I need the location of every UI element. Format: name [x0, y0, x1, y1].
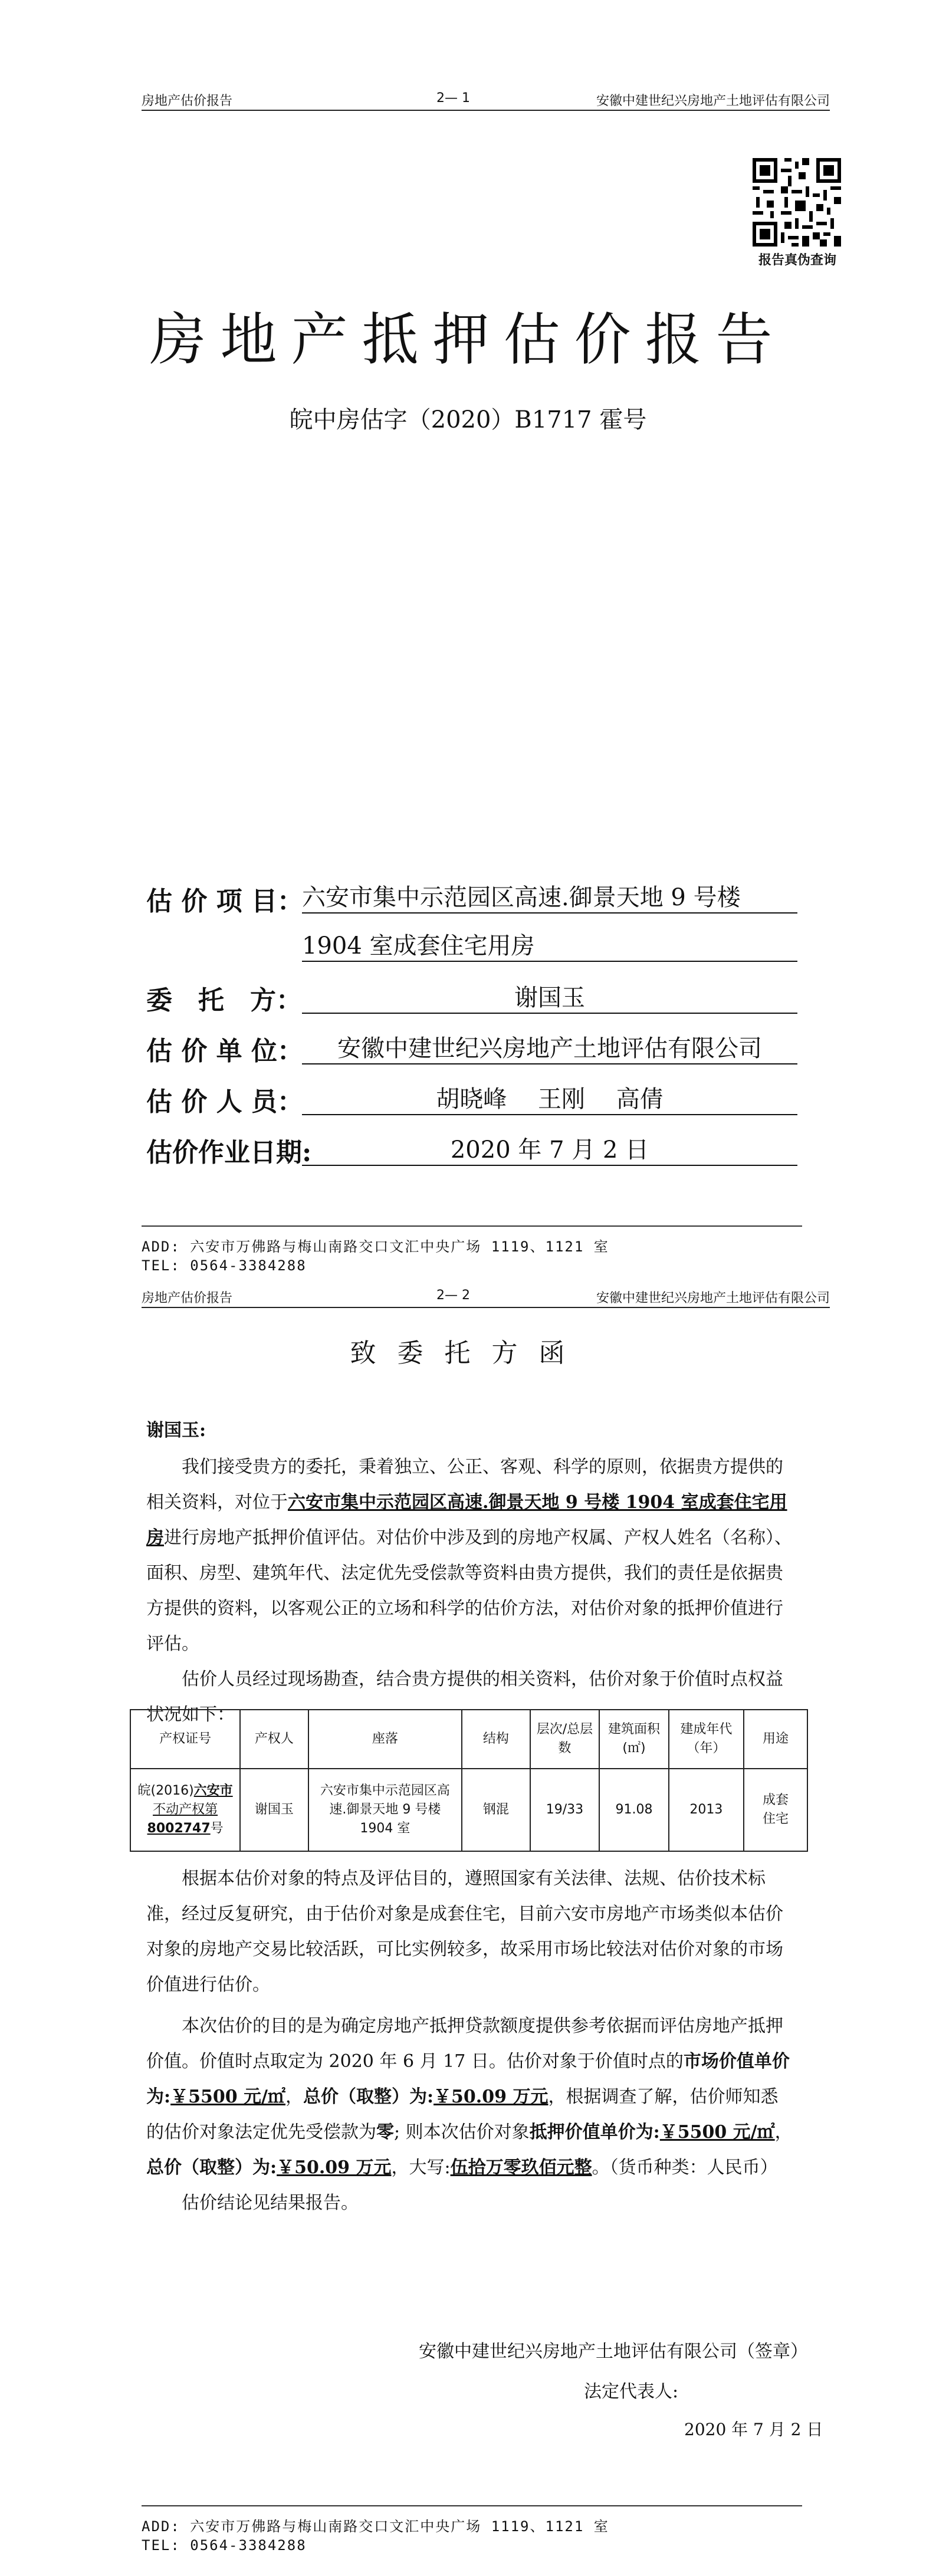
- field-label-client: 委 托 方：: [146, 985, 302, 1016]
- cert-part-e: 号: [210, 1821, 224, 1836]
- letter-date: 2020 年 7 月 2 日: [684, 2420, 823, 2439]
- field-label-appraisers: 估 价 人 员：: [146, 1087, 303, 1117]
- table-row: [130, 1769, 807, 1851]
- page2-header: [142, 1286, 830, 1308]
- cell-location: 六安市集中示范园区高速.御景天地 9 号楼 1904 室: [308, 1769, 462, 1851]
- p4-text-q: 。（货币种类：人民币）: [592, 2157, 778, 2178]
- th-floor: 层次/总层数: [530, 1710, 600, 1769]
- p4-sep-1: ，: [285, 2087, 303, 2107]
- th-owner: 产权人: [240, 1710, 308, 1769]
- field-label-project: 估 价 项 目：: [146, 886, 303, 916]
- salutation: 谢国玉:: [146, 1420, 206, 1441]
- field-value-project-line1: 六安市集中示范园区高速.御景天地 9 号楼: [302, 879, 797, 914]
- p1-text-a: 我们接受贵方的委托，秉着独立、公正、客观、科学的原则，依据贵方提供的相关资料，对位于: [146, 1457, 783, 1513]
- page1-footer-rule: [142, 1225, 802, 1227]
- document-number: 皖中房估字（2020）B1717 霍号: [289, 406, 647, 433]
- header-page: 2— 1: [436, 91, 470, 106]
- paragraph-commission: [146, 1450, 795, 1662]
- th-location: 座落: [308, 1710, 462, 1769]
- header-page: 2— 2: [436, 1288, 470, 1303]
- cell-area: 91.08: [599, 1769, 669, 1851]
- rights-table: [130, 1709, 808, 1852]
- p4-market-total: ￥50.09 万元: [433, 2087, 549, 2107]
- signing-company: 安徽中建世纪兴房地产土地评估有限公司（签章）: [419, 2341, 808, 2362]
- cell-structure: 钢混: [462, 1769, 530, 1851]
- cert-part-a: 皖(2016): [137, 1783, 194, 1798]
- p4-text-i: ; 则本次估价对象: [394, 2122, 530, 2143]
- qr-code-icon: [753, 158, 841, 247]
- paragraph-result: [146, 2009, 795, 2186]
- report-title: 房地产抵押估价报告: [149, 307, 787, 373]
- cert-part-d: 8002747: [147, 1821, 211, 1836]
- cert-part-b: 六安市: [193, 1783, 233, 1798]
- p4-text-o: ，大写:: [391, 2157, 451, 2178]
- p4-market-unit-label: 市场价值单价为:: [146, 2051, 790, 2107]
- letter-body-1: [146, 1450, 795, 1733]
- field-value-project-line2: 1904 室成套住宅用房: [302, 927, 797, 962]
- cell-year: 2013: [669, 1769, 744, 1851]
- field-value-date: 2020 年 7 月 2 日: [302, 1131, 797, 1166]
- p4-amount-in-words: 伍拾万零玖佰元整: [450, 2157, 592, 2178]
- field-label-unit: 估 价 单 位：: [146, 1036, 303, 1066]
- p1-property-address: 六安市集中示范园区高速.御景天地 9 号楼 1904 室成套住宅用房: [146, 1492, 787, 1548]
- table-header-row: [130, 1710, 807, 1769]
- header-right: 安徽中建世纪兴房地产土地评估有限公司: [596, 94, 830, 109]
- p4-sep-2: ，: [774, 2122, 793, 2143]
- page1-footer-tel: TEL: 0564-3384288: [142, 1257, 307, 1274]
- p4-market-total-label: 总价（取整）为:: [303, 2087, 434, 2107]
- cert-part-c: 不动产权第: [153, 1802, 218, 1817]
- header-right: 安徽中建世纪兴房地产土地评估有限公司: [596, 1291, 830, 1306]
- p4-market-unit-price: ￥5500 元/㎡: [170, 2087, 285, 2107]
- qr-caption: 报告真伪查询: [758, 253, 836, 268]
- page2-footer-rule: [142, 2505, 802, 2506]
- th-year: 建成年代（年）: [669, 1710, 744, 1769]
- th-use: 用途: [744, 1710, 807, 1769]
- p4-mortgage-unit-price: ￥5500 元/㎡: [659, 2122, 775, 2143]
- field-value-client: 谢国玉: [302, 979, 797, 1014]
- paragraph-method: 根据本估价对象的特点及评估目的，遵照国家有关法律、法规、估价技术标准，经过反复研究，由于估价对象是成套住宅，目前六安市房地产市场类似本估价对象的房地产交易比较活跃，可比实例较多，故采用市场比较法对估价对象的市场价值进行估价。: [146, 1868, 783, 1995]
- legal-representative: 法定代表人:: [584, 2381, 679, 2402]
- letter-body-2: [146, 1861, 795, 2221]
- page2-footer-tel: TEL: 0564-3384288: [142, 2537, 307, 2554]
- cell-floor: 19/33: [530, 1769, 600, 1851]
- paragraph-conclusion: 估价结论见结果报告。: [182, 2193, 359, 2213]
- p4-text-g: ，根据调查了解，估价师知悉的估价对象法定优先受偿款为: [146, 2087, 779, 2143]
- p1-text-c: 进行房地产抵押价值评估。对估价中涉及到的房地产权属、产权人姓名（名称）、面积、房型、建筑年代、法定优先受偿款等资料由贵方提供，我们的责任是依据贵方提供的资料，以客观公正的立场和科学的估价方法，对估价对象的抵押价值进行评估。: [146, 1527, 792, 1654]
- cell-use: 成套住宅: [744, 1769, 807, 1851]
- p4-priority-amount: 零: [376, 2122, 394, 2143]
- page1-footer-address: ADD: 六安市万佛路与梅山南路交口文汇中央广场 1119、1121 室: [142, 1238, 609, 1255]
- field-value-unit: 安徽中建世纪兴房地产土地评估有限公司: [302, 1030, 797, 1064]
- page2-footer-address: ADD: 六安市万佛路与梅山南路交口文汇中央广场 1119、1121 室: [142, 2518, 609, 2535]
- cell-cert: [130, 1769, 240, 1851]
- header-left: 房地产估价报告: [142, 1291, 233, 1306]
- p4-mortgage-total-label: 总价（取整）为:: [146, 2157, 277, 2178]
- header-left: 房地产估价报告: [142, 94, 233, 109]
- page1-header: [142, 88, 830, 111]
- th-area: 建筑面积(㎡): [599, 1710, 669, 1769]
- paragraph-status: 估价人员经过现场勘查，结合贵方提供的相关资料，估价对象于价值时点权益状况如下：: [146, 1669, 783, 1725]
- letter-title: 致委托方函: [350, 1338, 586, 1368]
- th-cert: 产权证号: [130, 1710, 240, 1769]
- p4-mortgage-total: ￥50.09 万元: [277, 2157, 392, 2178]
- p4-text-a: 本次估价的目的是为确定房地产抵押贷款额度提供参考依据而评估房地产抵押价值。价值时点取定为 2020 年 6 月 17 日。估价对象于价值时点的: [146, 2016, 783, 2072]
- p4-mortgage-unit-label: 抵押价值单价为:: [529, 2122, 660, 2143]
- field-label-date: 估价作业日期:: [146, 1138, 312, 1168]
- field-value-appraisers: 胡晓峰 王刚 高倩: [302, 1080, 797, 1115]
- cell-owner: 谢国玉: [240, 1769, 308, 1851]
- th-structure: 结构: [462, 1710, 530, 1769]
